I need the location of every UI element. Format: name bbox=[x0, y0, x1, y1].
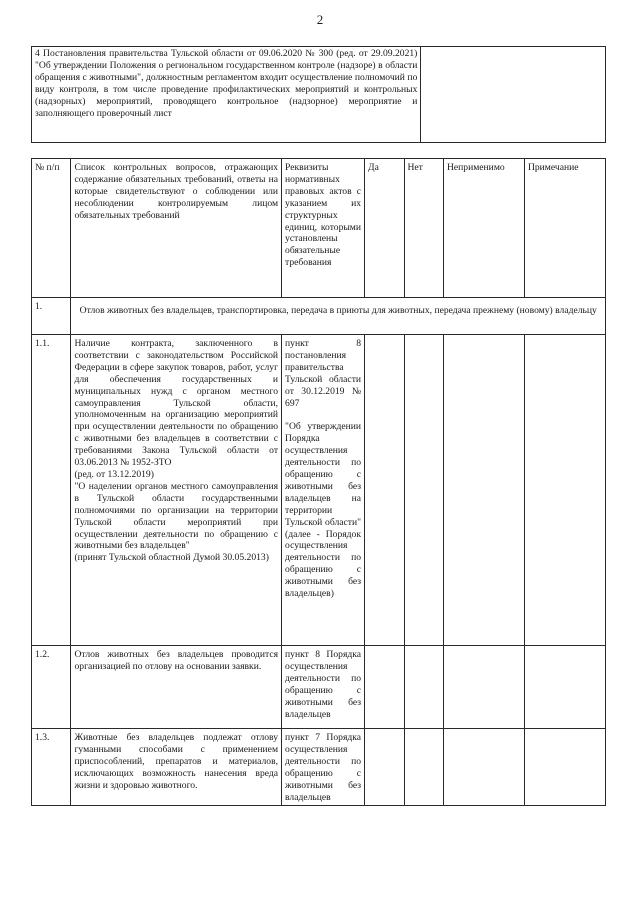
page-number: 2 bbox=[316, 12, 324, 27]
row-question: Отлов животных без владельцев проводится организацией по отлову на основании заявки. bbox=[71, 646, 282, 729]
header-text: 4 Постановления правительства Тульской области от 09.06.2020 № 300 (ред. от 29.09.2021) "Об утверждении Положения о региональном государственном контроле (надзоре) в области обращения с животными", должностным регламентом входит осуществление полномочий по виду контроля, в том числе проведение профилактических мероприятий и контрольных (надзорных) мероприятий, проводящего контрольное (надзорное) мероприятие и заполняющего проверочный лист bbox=[32, 47, 421, 143]
table-header-row bbox=[32, 159, 606, 298]
col-header-requisites: Реквизиты нормативных правовых актов с указанием их структурных единиц, которыми установлены обязательные требования bbox=[282, 159, 365, 298]
row-not-applicable-cell[interactable] bbox=[443, 729, 524, 806]
col-header-num: № п/п bbox=[32, 159, 71, 298]
row-note-cell[interactable] bbox=[524, 729, 605, 806]
section-title: Отлов животных без владельцев, транспортировка, передача в приюты для животных, передача прежнему (новому) владельцу bbox=[71, 298, 606, 335]
row-yes-cell[interactable] bbox=[365, 335, 404, 646]
row-requisites: пункт 8 постановления правительства Тульской области от 30.12.2019 № 697 "Об утверждении Порядка осуществления деятельности по обращению с животными без владельцев на территории Тульской области" (далее - Порядок осуществления деятельности по обращению с животными без владельцев) bbox=[282, 335, 365, 646]
row-note-cell[interactable] bbox=[524, 335, 605, 646]
row-num: 1.2. bbox=[32, 646, 71, 729]
table-row bbox=[32, 729, 606, 806]
row-requisites: пункт 8 Порядка осуществления деятельности по обращению с животными без владельцев bbox=[282, 646, 365, 729]
row-num: 1.3. bbox=[32, 729, 71, 806]
section-num: 1. bbox=[32, 298, 71, 335]
row-not-applicable-cell[interactable] bbox=[443, 335, 524, 646]
section-row bbox=[32, 298, 606, 335]
row-no-cell[interactable] bbox=[404, 729, 443, 806]
checklist-table bbox=[31, 158, 606, 806]
row-no-cell[interactable] bbox=[404, 646, 443, 729]
table-row bbox=[32, 646, 606, 729]
row-no-cell[interactable] bbox=[404, 335, 443, 646]
row-yes-cell[interactable] bbox=[365, 646, 404, 729]
row-not-applicable-cell[interactable] bbox=[443, 646, 524, 729]
row-requisites: пункт 7 Порядка осуществления деятельности по обращению с животными без владельцев bbox=[282, 729, 365, 806]
row-num: 1.1. bbox=[32, 335, 71, 646]
row-question: Животные без владельцев подлежат отлову гуманными способами с применением приспособлений, препаратов и материалов, исключающих возможность нанесения вреда жизни и здоровью животного. bbox=[71, 729, 282, 806]
col-header-note: Примечание bbox=[524, 159, 605, 298]
header-box bbox=[31, 46, 606, 143]
row-note-cell[interactable] bbox=[524, 646, 605, 729]
row-yes-cell[interactable] bbox=[365, 729, 404, 806]
header-blank-cell bbox=[421, 47, 606, 143]
row-question: Наличие контракта, заключенного в соответствии с законодательством Российской Федерации в сфере закупок товаров, работ, услуг для обеспечения государственных и муниципальных нужд с органом местного самоуправления Тульской области, уполномоченным на организацию мероприятий при осуществлении деятельности по обращению с животными без владельцев в соответствии с требованиями Закона Тульской области от 03.06.2013 № 1952-ЗТО (ред. от 13.12.2019) "О наделении органов местного самоуправления в Тульской области государственными полномочиями по организации на территории Тульской области мероприятий при осуществлении деятельности по обращению с животными без владельцев" (принят Тульской областной Думой 30.05.2013) bbox=[71, 335, 282, 646]
col-header-yes: Да bbox=[365, 159, 404, 298]
col-header-questions: Список контрольных вопросов, отражающих содержание обязательных требований, ответы на которые свидетельствуют о соблюдении или несоблюдении контролируемым лицом обязательных требований bbox=[71, 159, 282, 298]
col-header-no: Нет bbox=[404, 159, 443, 298]
table-row bbox=[32, 335, 606, 646]
col-header-not-applicable: Неприменимо bbox=[443, 159, 524, 298]
